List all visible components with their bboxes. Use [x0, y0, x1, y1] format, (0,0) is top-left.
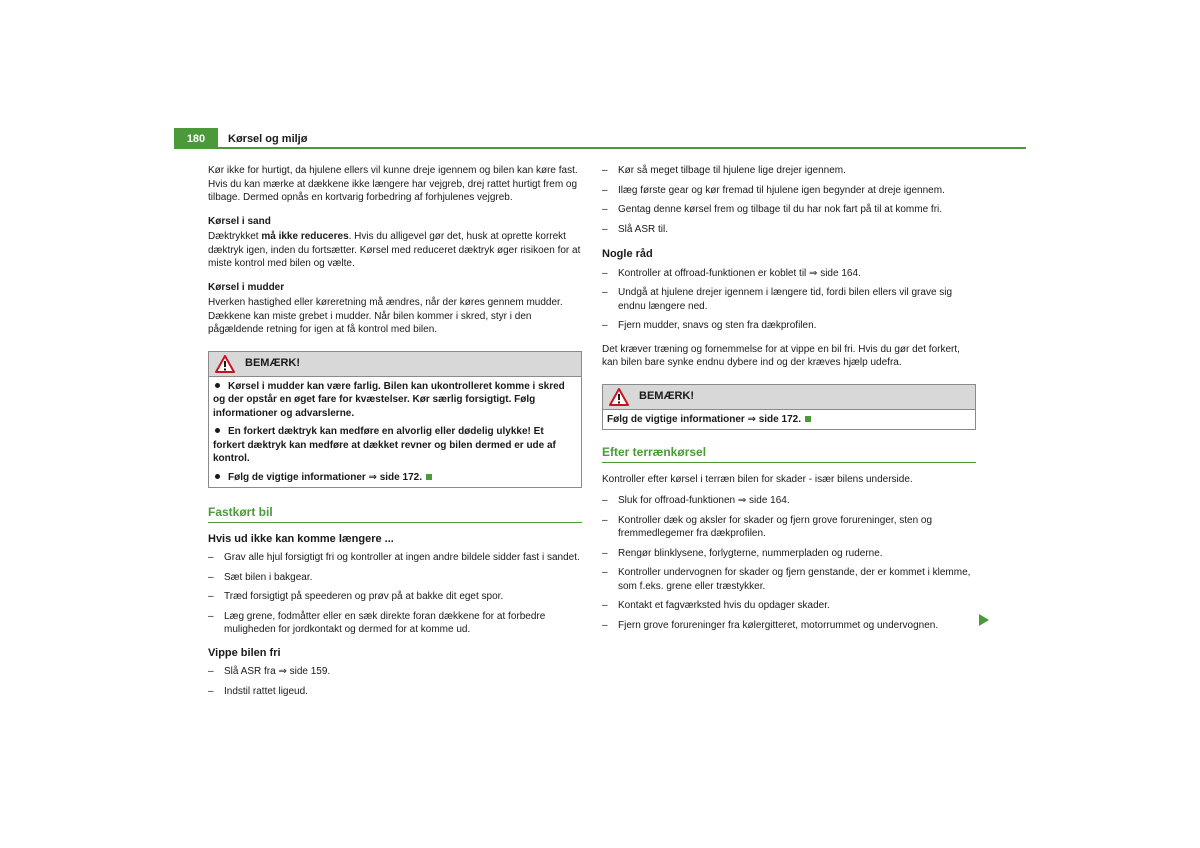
list-item: – Ilæg første gear og kør fremad til hjulene igen begynder at dreje igennem.: [602, 184, 976, 198]
warning-note-body: [209, 377, 581, 488]
rock-steps-continued-list: [602, 164, 976, 236]
warning-item: [213, 425, 577, 466]
list-item: – Kontakt et fagværksted hvis du opdager skader.: [602, 599, 976, 613]
list-item: – Undgå at hjulene drejer igennem i længere tid, fordi bilen ellers vil grave sig endnu længere ned.: [602, 286, 976, 313]
right-column: [602, 164, 976, 642]
list-item: – Slå ASR til.: [602, 223, 976, 237]
list-item: – Kontroller dæk og aksler for skader og fjern grove forureninger, sten og fremmedlegemer fra dækprofilen.: [602, 514, 976, 541]
next-page-arrow-icon[interactable]: [979, 614, 989, 626]
list-item: – Fjern mudder, snavs og sten fra dækprofilen.: [602, 319, 976, 333]
warning-note-box: [208, 351, 582, 489]
sand-text-part: . Hvis du alligevel gør det, husk at oprette korrekt dæktryk igen, inden du fortsætter. Kørsel med reduceret dæktryk øger risikoen for at miste kontrol med bilen og vælte.: [208, 231, 581, 269]
bullet-icon: [215, 474, 220, 479]
bullet-icon: [215, 383, 220, 388]
after-intro-paragraph: Kontroller efter kørsel i terræn bilen for skader - især bilens underside.: [602, 473, 913, 485]
list-item: – Grav alle hjul forsigtigt fri og kontroller at ingen andre bildele sidder fast i sandet.: [208, 551, 582, 565]
list-item: – Læg grene, fodmåtter eller en sæk direkte foran dækkene for at forbedre muligheden for jordkontakt og dermed for at komme ud.: [208, 610, 582, 637]
tips-subheading: Nogle råd: [602, 248, 653, 260]
warning-note-box-small: [602, 384, 976, 431]
mud-heading: Kørsel i mudder: [208, 281, 285, 293]
page-header: [174, 128, 1026, 149]
chapter-title: Kørsel og miljø: [228, 133, 308, 145]
rock-subheading: Vippe bilen fri: [208, 646, 281, 659]
warning-note-text[interactable]: Følg de vigtige informationer ⇒ side 172.: [607, 413, 801, 425]
warning-note-title: BEMÆRK!: [245, 356, 300, 369]
after-steps-list: [602, 494, 976, 632]
warning-item-text: En forkert dæktryk kan medføre en alvorlig eller dødelig ulykke! Et forkert dæktryk kan medføre at dækket revner og bilen dermed er ude af kontrol.: [213, 426, 556, 464]
stuck-section-heading: Fastkørt bil: [208, 506, 582, 523]
list-item[interactable]: – Slå ASR fra ⇒ side 159.: [208, 665, 582, 679]
stuck-subheading: Hvis ud ikke kan komme længere ...: [208, 532, 394, 545]
tips-paragraph: Det kræver træning og fornemmelse for at vippe en bil fri. Hvis du gør det forkert, kan bilen bare synke endnu dybere ind og der kræves hjælp udefra.: [602, 343, 960, 368]
intro-paragraph: Kør ikke for hurtigt, da hjulene ellers vil kunne dreje igennem og bilen kan køre fast. Hvis du kan mærke at dækkene ikke længere har vejgreb, drej rattet hurtigt frem og tilbage. Dermed opnås en kortvarig forbedring af forhjulenes vejgreb.: [208, 165, 578, 203]
warning-note-header: [209, 352, 581, 377]
warning-note-header: [603, 385, 975, 410]
list-item: – Gentag denne kørsel frem og tilbage til du har nok fart på til at komme fri.: [602, 203, 976, 217]
section-end-square-icon: [426, 474, 432, 480]
list-item: – Træd forsigtigt på speederen og prøv på at bakke dit eget spor.: [208, 590, 582, 604]
warning-note-body: [603, 410, 975, 430]
page-number: 180: [174, 128, 218, 149]
warning-triangle-icon: [215, 355, 235, 373]
bullet-icon: [215, 428, 220, 433]
warning-item: [213, 380, 577, 421]
list-item: – Sæt bilen i bakgear.: [208, 571, 582, 585]
warning-item-text: Kørsel i mudder kan være farlig. Bilen kan ukontrolleret komme i skred og der opstår en øget fare for kvæstelser. Kør særlig forsigtigt. Følg informationer og advarslerne.: [213, 380, 565, 419]
after-section-heading: Efter terrænkørsel: [602, 446, 976, 463]
header-rule: [218, 147, 1026, 149]
list-item: – Kontroller undervognen for skader og fjern genstande, der er kommet i klemme, som f.eks. grene eller træstykker.: [602, 566, 976, 593]
list-item[interactable]: – Kontroller at offroad-funktionen er koblet til ⇒ side 164.: [602, 267, 976, 281]
sand-text-bold: må ikke reduceres: [261, 231, 349, 242]
section-end-square-icon: [805, 416, 811, 422]
list-item: – Indstil rattet ligeud.: [208, 685, 582, 699]
warning-item: [213, 471, 577, 485]
warning-triangle-icon: [609, 388, 629, 406]
warning-item-text[interactable]: Følg de vigtige informationer ⇒ side 172.: [228, 471, 422, 483]
sand-paragraph: [208, 230, 582, 271]
stuck-steps-list: [208, 551, 582, 637]
list-item[interactable]: – Sluk for offroad-funktionen ⇒ side 164.: [602, 494, 976, 508]
warning-note-title: BEMÆRK!: [639, 389, 694, 402]
list-item: – Rengør blinklysene, forlygterne, nummerpladen og ruderne.: [602, 547, 976, 561]
sand-text-part: Dæktrykket: [208, 231, 262, 242]
mud-paragraph: Hverken hastighed eller køreretning må ændres, når der køres gennem mudder. Dækkene kan miste grebet i mudder. Når bilen kommer i skred, styr i den pågældende retning for igen at få kontrol med bilen.: [208, 297, 563, 335]
list-item: – Kør så meget tilbage til hjulene lige drejer igennem.: [602, 164, 976, 178]
rock-steps-list: [208, 665, 582, 698]
sand-heading: Kørsel i sand: [208, 215, 271, 227]
left-column: [208, 164, 582, 708]
list-item: – Fjern grove forureninger fra kølergitteret, motorrummet og undervognen.: [602, 619, 976, 633]
tips-list: [602, 267, 976, 333]
